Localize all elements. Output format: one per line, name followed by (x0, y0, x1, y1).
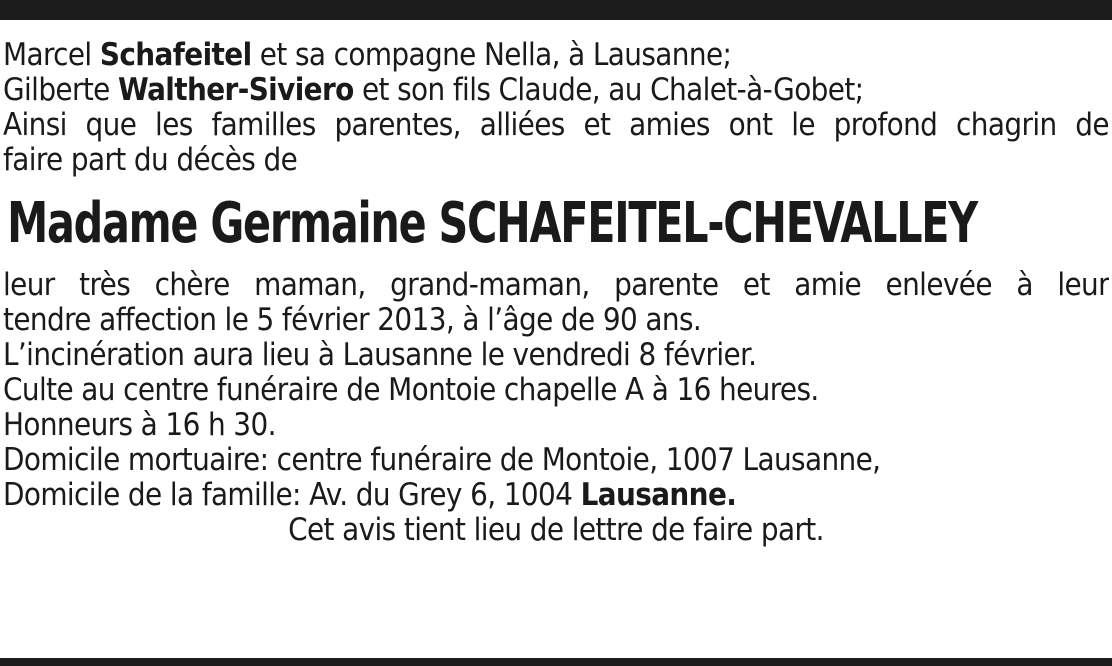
intro-line-2-pre: Gilberte (3, 72, 118, 108)
intro-line-1-pre: Marcel (3, 37, 100, 73)
body-line-3: L’incinération aura lieu à Lausanne le vendredi 8 février. (3, 337, 757, 373)
intro-line-1 (3, 38, 1109, 73)
intro-line-4: faire part du décès de (3, 142, 298, 178)
bottom-border-rule (0, 658, 1112, 666)
body-line-1: leur très chère maman, grand-maman, parente et amie enlevée à leur (3, 268, 1109, 303)
body-line-5: Honneurs à 16 h 30. (3, 407, 276, 443)
body-line-6: Domicile mortuaire: centre funéraire de Montoie, 1007 Lausanne, (3, 442, 881, 478)
surname-walther-siviero: Walther-Siviero (118, 72, 354, 108)
intro-line-1-post: et sa compagne Nella, à Lausanne; (251, 37, 732, 73)
deceased-name: Madame Germaine SCHAFEITEL-CHEVALLEY (7, 191, 977, 256)
intro-line-2 (3, 73, 1109, 108)
family-home-city: Lausanne. (580, 477, 737, 513)
family-home-line (3, 478, 1109, 513)
body-line-2: tendre affection le 5 février 2013, à l’âge de 90 ans. (3, 302, 702, 338)
closing-line: Cet avis tient lieu de lettre de faire part. (288, 512, 824, 548)
intro-line-2-post: et son fils Claude, au Chalet-à-Gobet; (353, 72, 864, 108)
intro-line-3: Ainsi que les familles parentes, alliées et amies ont le profond chagrin de (3, 108, 1109, 143)
top-border-rule (0, 0, 1112, 20)
family-home-address: Domicile de la famille: Av. du Grey 6, 1004 (3, 477, 581, 513)
obituary-notice (3, 38, 1109, 548)
surname-schafeitel: Schafeitel (99, 37, 252, 73)
body-line-4: Culte au centre funéraire de Montoie chapelle A à 16 heures. (3, 372, 819, 408)
